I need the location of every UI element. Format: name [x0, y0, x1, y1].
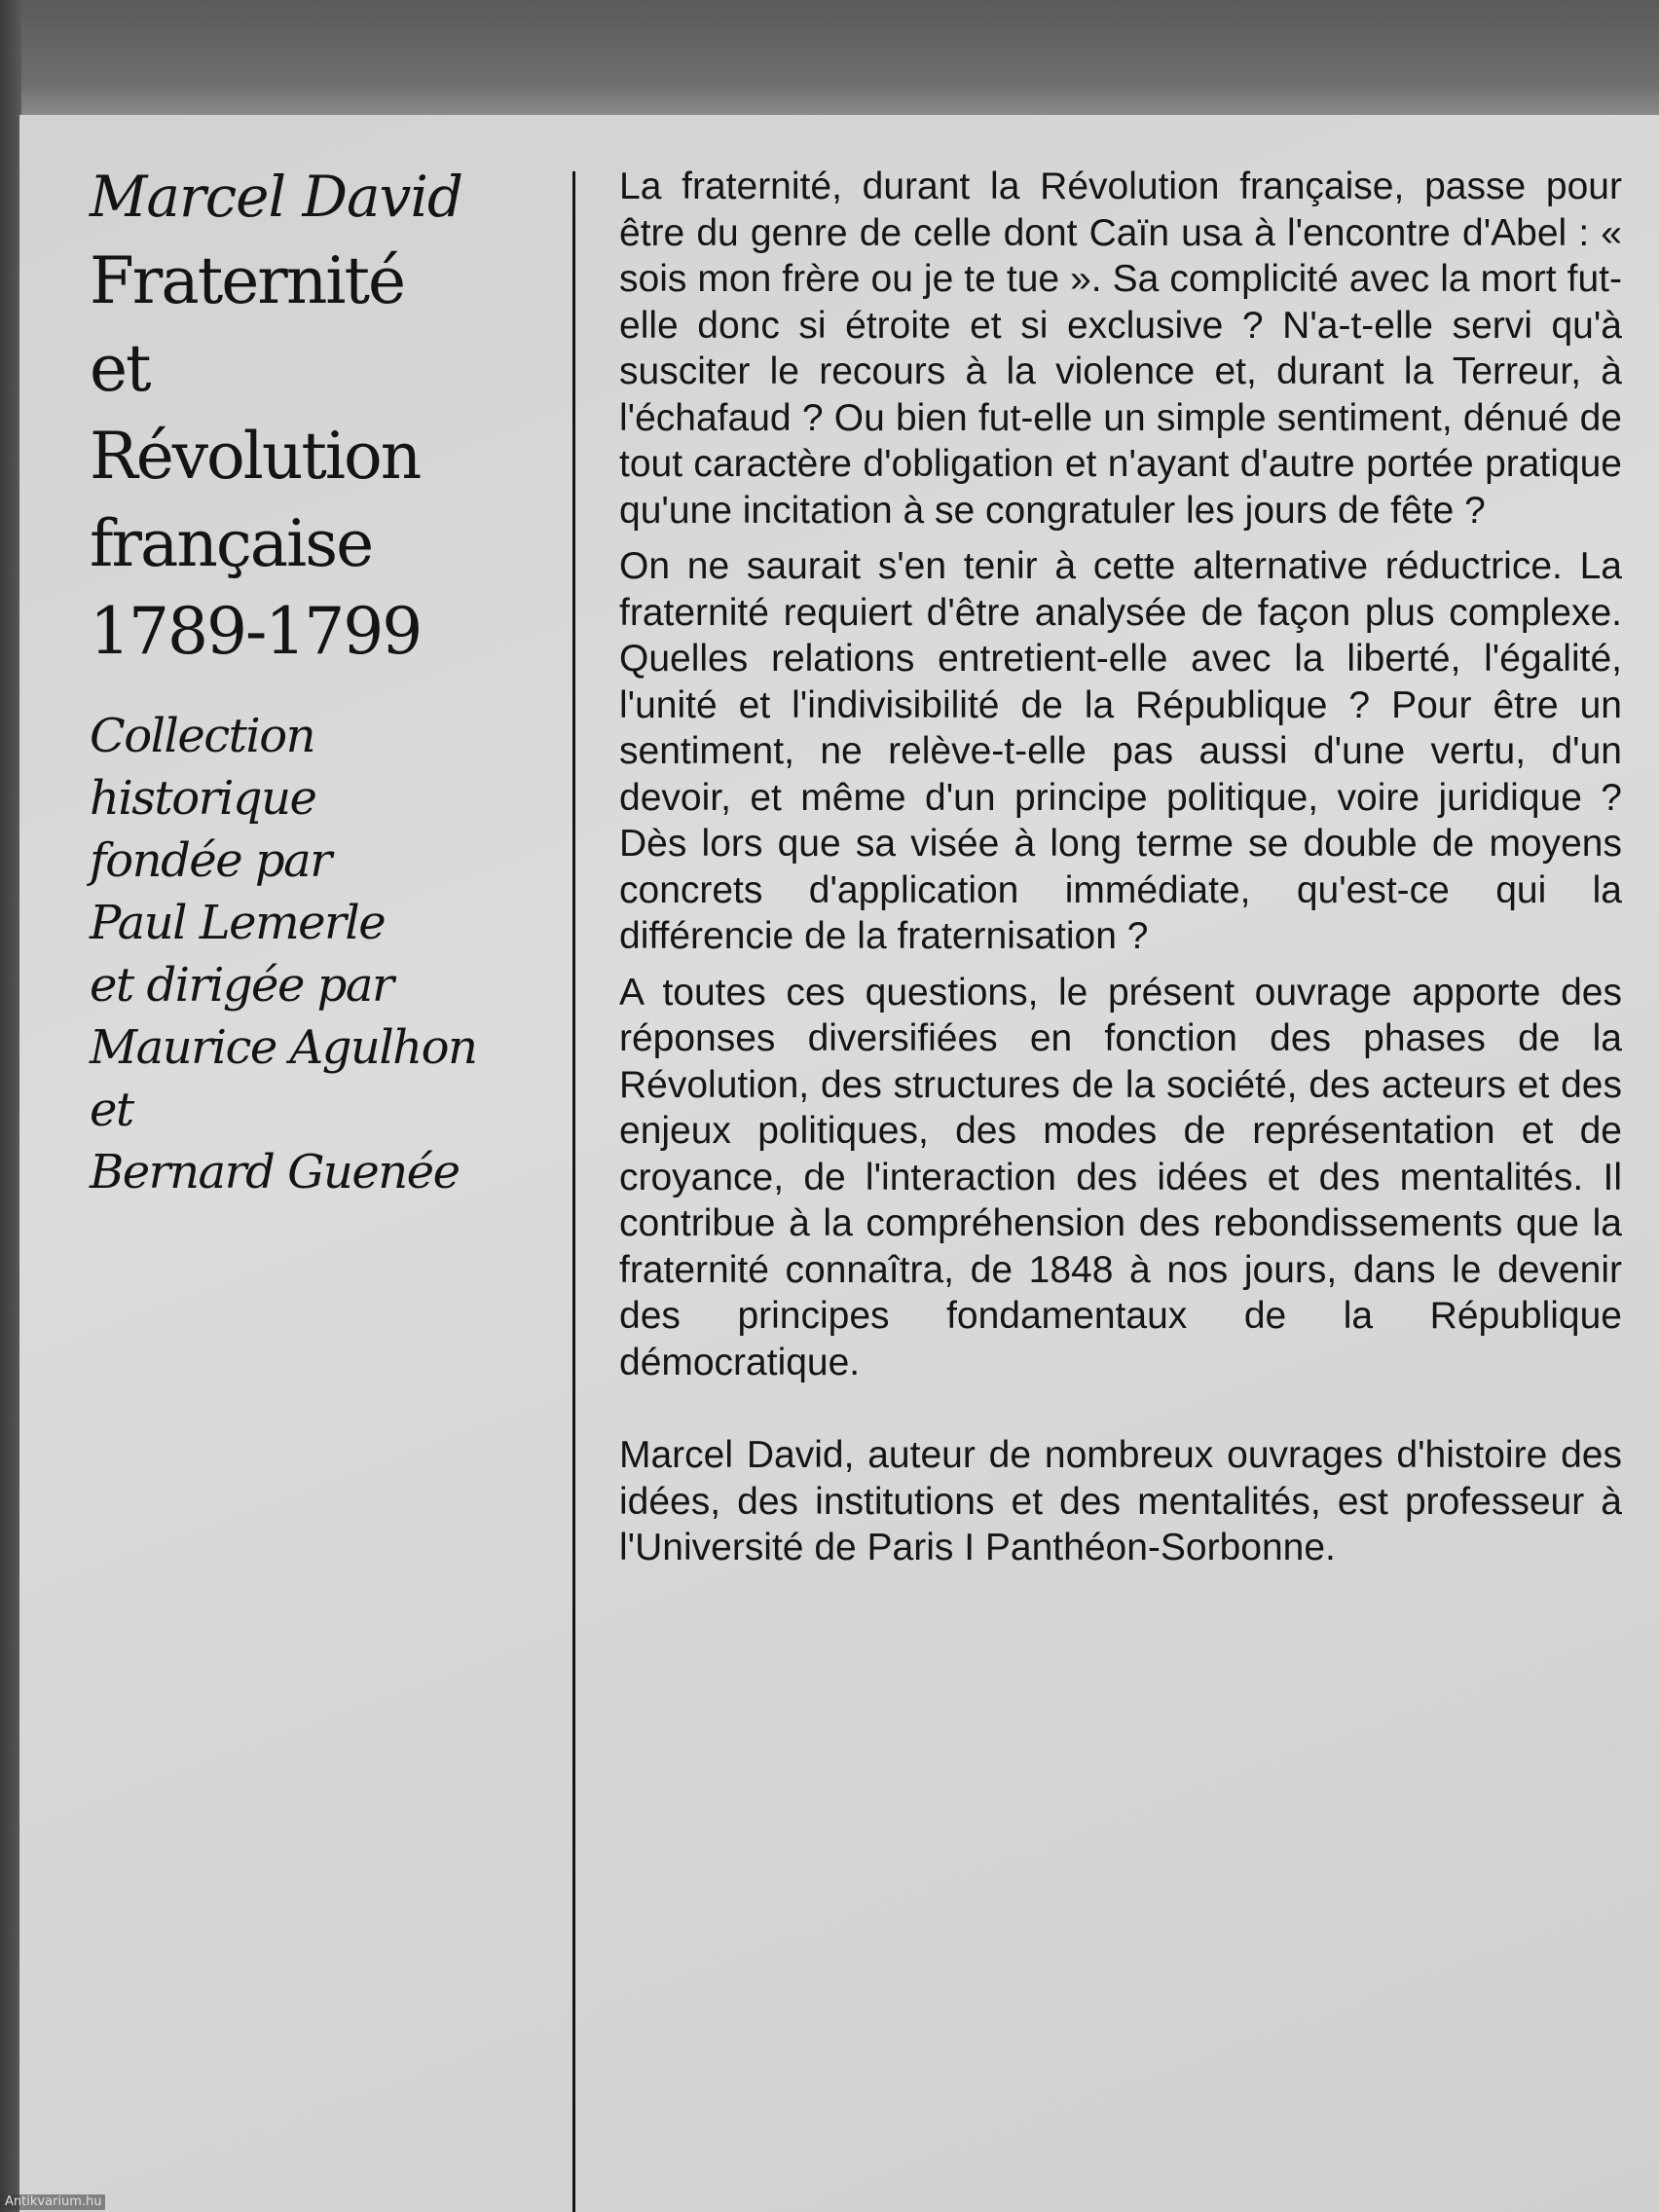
- title-line: Fraternité: [90, 243, 405, 318]
- collection-line: Maurice Agulhon: [90, 1020, 477, 1075]
- collection-line: et dirigée par: [90, 958, 393, 1013]
- title-line: française: [90, 506, 373, 581]
- title-line: et: [90, 331, 150, 406]
- blurb-column: [619, 164, 1622, 1571]
- background-top-band: [0, 0, 1659, 119]
- author-name: Marcel David: [90, 164, 463, 230]
- author-bio: Marcel David, auteur de nombreux ouvrages d'histoire des idées, des institutions et des mentalités, est professeur à l'Université de Paris I Panthéon-Sorbonne.: [619, 1434, 1622, 1568]
- title-line: 1789-1799: [90, 594, 422, 669]
- collection-line: et: [90, 1083, 133, 1137]
- title-line: Révolution: [90, 419, 421, 494]
- blurb-paragraph-2: On ne saurait s'en tenir à cette alternative réductrice. La fraternité requiert d'être analysée de façon plus complexe. Quelles relations entretient-elle avec la liberté, l'égalité, l'unité et l'indivisibilité de la République ? Pour être un sentiment, ne relève-t-elle pas aussi d'une vertu, d'un devoir, et même d'un principe politique, voire juridique ? Dès lors que sa visée à long terme se double de moyens concrets d'application immédiate, qu'est-ce qui la différencie de la fraternisation ?: [619, 545, 1622, 957]
- column-divider-line: [572, 171, 575, 2212]
- collection-line: Collection: [90, 709, 315, 763]
- collection-credits: [90, 705, 557, 1203]
- blurb-paragraph-1: La fraternité, durant la Révolution française, passe pour être du genre de celle dont Caïn usa à l'encontre d'Abel : « sois mon frère ou je te tue ». Sa complicité avec la mort fut-elle donc si étroite et si exclusive ? N'a-t-elle servi qu'à susciter le recours à la violence et, durant la Terreur, à l'échafaud ? Ou bien fut-elle un simple sentiment, dénué de tout caractère d'obligation et n'ayant d'autre portée pratique qu'une incitation à se congratuler les jours de fête ?: [619, 166, 1622, 532]
- book-title: [90, 238, 557, 676]
- blurb-paragraph-3: A toutes ces questions, le présent ouvrage apporte des réponses diversifiées en fonction des phases de la Révolution, des structures de la société, des acteurs et des enjeux politiques, des modes de représentation et de croyance, de l'interaction des idées et des mentalités. Il contribue à la compréhension des rebondissements que la fraternité connaîtra, de 1848 à nos jours, dans le devenir des principes fondamentaux de la République démocratique.: [619, 971, 1622, 1383]
- background-left-edge: [0, 0, 21, 2212]
- collection-line: Bernard Guenée: [90, 1145, 460, 1199]
- title-column: [90, 164, 557, 1203]
- collection-line: fondée par: [90, 833, 331, 888]
- site-watermark: Antikvarium.hu: [2, 2194, 105, 2210]
- collection-line: historique: [90, 771, 316, 826]
- collection-line: Paul Lemerle: [90, 896, 386, 950]
